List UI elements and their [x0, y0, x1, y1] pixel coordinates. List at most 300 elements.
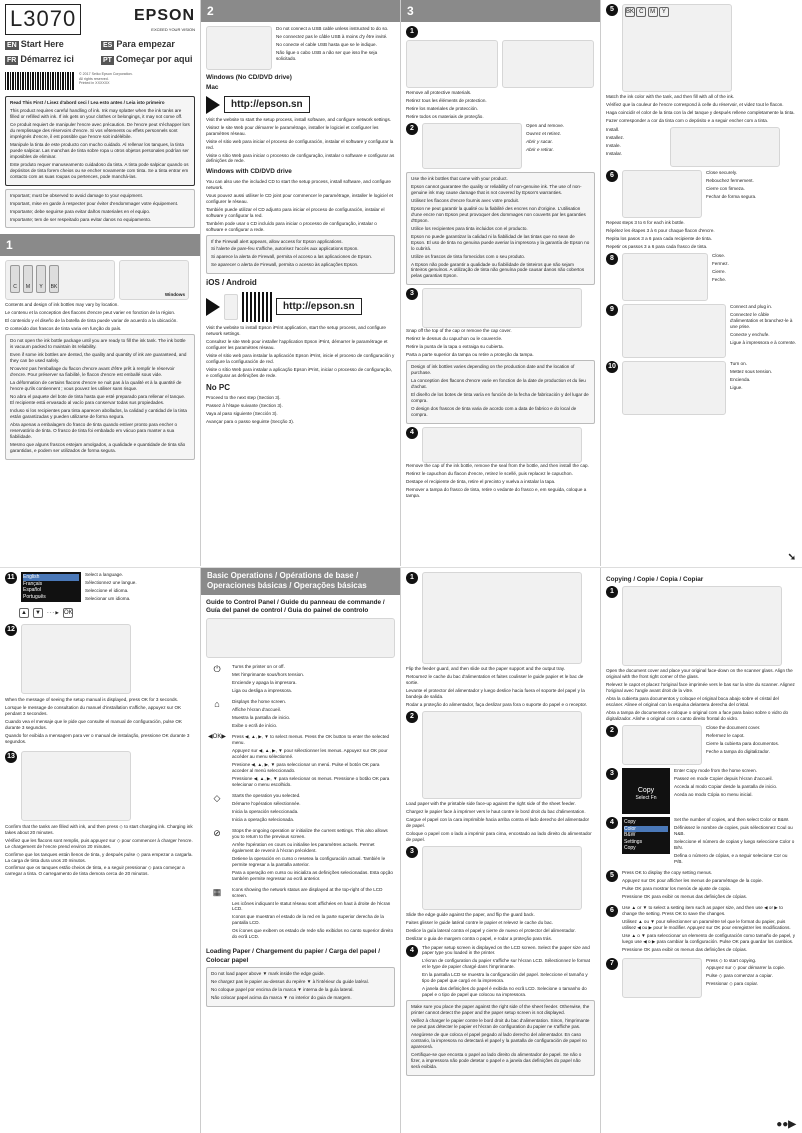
column-setup — [200, 0, 400, 566]
copyright-line: © 2017 Seiko Epson Corporation. — [79, 71, 133, 76]
confirm-text: Vérifiez que les flacons sont remplis, puis appuyez sur ◇ pour commencer à charger l'encre. Le chargement de l'encre prend environ 20 minutes. — [5, 837, 193, 849]
ios-text: Consultez le site Web pour installer l'application Epson iPrint, démarrer le paramétrage et configurer les paramètres réseau. — [206, 338, 388, 350]
lang-text: Sélectionnez une langue. — [85, 579, 137, 585]
legend-text: Liga ou desliga a impressora. — [232, 688, 293, 694]
legend-row — [206, 828, 395, 884]
control-panel-legend — [206, 664, 395, 942]
turnon-text: Turn on. — [730, 360, 747, 366]
close-text: Refermez le capot. — [706, 733, 745, 739]
firewall-text: Si l'alerte de pare-feu s'affiche, autorisez l'accès aux applications Epson. — [211, 246, 359, 252]
note-text: Design of ink bottles varies depending on the production date and the location of purchase. — [411, 364, 575, 376]
important-text: Important; must be observed to avoid damage to your equipment. — [10, 192, 144, 198]
turnon-text: Mettez sous tension. — [730, 368, 773, 374]
ios-url-link[interactable]: http://epson.sn — [276, 298, 362, 315]
repeat-text: Répétez les étapes 3 à 6 pour chaque flacon d'encre. — [606, 227, 715, 233]
important-text: Importante; debe seguirse para evitar daños materiales en el equipo. — [10, 208, 151, 214]
slide-text: Slide the edge guide against the paper, and flip the guard back. — [406, 911, 535, 917]
close-tank-illustration — [622, 170, 702, 218]
note-text: Asegúrese de que coloca el papel pegado al lado derecho del alimentador. En caso contrario, la impresora no detectará el papel y la pantalla de configuración de papel no aparecerá. — [411, 1032, 587, 1050]
setup-text: Visit the website to start the setup process, install software, and configure network settings. — [206, 116, 392, 122]
step-number: 3 — [406, 846, 418, 858]
ink-tank-unit-illustration — [422, 123, 522, 169]
no-pc-title: No PC — [206, 382, 230, 392]
step-number: 5 — [606, 4, 618, 16]
step-number: 1 — [406, 572, 418, 584]
load-text: Chargez le papier face à imprimer vers le haut contre le bord droit du bac d'alimentation. — [406, 808, 586, 814]
legend-row — [206, 887, 395, 943]
message-text: When the message of seeing the setup manual is displayed, press OK for 3 seconds. — [5, 696, 179, 702]
legend-text: Arrête l'opération en cours ou initialise les paramètres actuels. Permet également de revenir à l'écran précédent. — [232, 841, 375, 853]
open-text: Abrir e retirar. — [526, 146, 554, 152]
home-icon: ⌂ — [214, 699, 220, 710]
ink-color-label: Y — [659, 7, 669, 17]
cd-text: También puede utilizar el CD adjunto para iniciar el proceso de configuración, instalar el software y configurar la red. — [206, 206, 385, 218]
confirm-text: Confirm that the tanks are filled with ink, and then press ◇ to start charging ink. Charging ink takes about 20 minutes. — [5, 823, 193, 835]
start-button-illustration — [21, 751, 131, 821]
step-number: 3 — [606, 768, 618, 780]
install-text: Instale. — [606, 142, 621, 148]
press-ok-text: Pressione OK para exibir os menus das definições de cópias. — [622, 893, 748, 899]
contents-text: El contenido y el diseño de la botella de tinta puede variar de acuerdo a la ubicación. — [5, 318, 178, 324]
lang-fr: FR Démarrez ici — [7, 54, 74, 65]
intro-text: Ce produit requiert de manipuler l'encre avec précaution. De l'encre peut s'échapper lors du remplissage des réservoirs d'encre. Si vos vêtements ou effets personnels sont imprégnés d'encre, il est possible que l'encre soit indélébile. — [10, 121, 190, 139]
windows-cd-title: Windows with CD/DVD drive — [206, 168, 292, 176]
open-text: Relevez le capot et placez l'original face imprimée vers le bas sur la vitre du scanner. Alignez l'original avec l'angle avant droit de la vitre. — [606, 682, 795, 694]
close-text: Close the document cover. — [706, 725, 761, 731]
paper-right-side-note — [406, 1000, 595, 1076]
continue-arrow-icon: ➘ — [787, 552, 796, 563]
load-text: Cargue el papel con la cara imprimible hacia arriba contra el lado derecho del alimentador de papel. — [406, 816, 590, 828]
bottle-design-note — [406, 360, 595, 424]
scanner-glass-illustration — [622, 586, 782, 666]
setup-text: A janela das definições do papel é exibida no ecrã LCD. Selecione o tamanho do papel e o tipo de papel que colocou na impressora. — [422, 986, 587, 998]
slide-text: Faites glisser le guide latéral contre le papier et relevez le cache du bac. — [406, 919, 554, 925]
no-pc-text: Vaya al paso siguiente (Sección 3). — [206, 410, 278, 416]
open-text: Abra a tampa de documentos e coloque o original com a face para baixo sobre o vidro do digitalizador. Alinhe o original com o canto direito frontal do vidro. — [606, 710, 789, 722]
no-pc-text: Passez à l'étape suivante (Section 3). — [206, 402, 283, 408]
legend-text: Exibe o ecrã de início. — [232, 723, 278, 729]
open-text: Ouvrez et retirez. — [526, 130, 562, 136]
mac-title: Mac — [206, 84, 219, 92]
note-text: La déformation de certains flacons d'encre ne nuit pas à la qualité et à la quantité de l'encre qu'ils contiennent ; vous pouvez les utiliser sans risque. — [10, 380, 182, 392]
intro-text: This product requires careful handling of ink. Ink may splatter when the ink tanks are filled or refilled with ink. If ink gets on your clothes or belongings, it may not come off. — [10, 107, 183, 119]
cd-text: You can also use the included CD to start the setup process, install software, and configure network. — [206, 178, 391, 190]
setup-text: Visitez le site Web pour démarrer le paramétrage, installer le logiciel et configurer les paramètres réseau. — [206, 124, 379, 136]
remove-text: Remove all protective materials. — [406, 90, 472, 95]
set-text: Defina o número de cópias, e a seguir selecione Cor ou P/B. — [674, 852, 788, 864]
note-text: La conception des flacons d'encre varie en fonction de la date de production et du lieu d'achat. — [411, 378, 586, 390]
setup-text: The paper setup screen is displayed on the LCD screen. Select the paper size and paper type you loaded in the printer. — [422, 944, 590, 956]
read-first-box — [5, 96, 195, 186]
ink-color-label: BK — [626, 9, 635, 15]
note-text: Epson ne peut garantir la qualité ou la fiabilité des encres non d'origine. L'utilisation d'une encre non Epson peut provoquer des dommages non couverts par les garanties d'Epson. — [411, 205, 586, 223]
bottom-sheet — [0, 567, 802, 1133]
press-ok-text: Press OK to display the copy setting menus. — [622, 869, 713, 875]
barcode — [5, 72, 75, 90]
connect-text: Connect and plug in. — [730, 303, 773, 309]
install-text: Install. — [606, 126, 620, 132]
windows-no-cd-title: Windows (No CD/DVD drive) — [206, 74, 292, 81]
column-basic-ops — [200, 568, 400, 1133]
remove-text: Retire todos os materiais de proteção. — [406, 113, 484, 119]
message-text: Lorsque le message de consultation du manuel d'installation s'affiche, appuyez sur OK pendant 3 secondes. — [5, 704, 182, 716]
arrow-icon: - - - ▶ — [47, 609, 59, 615]
legend-text: Enciende y apaga la impresora. — [232, 680, 297, 686]
step-number: 13 — [5, 751, 17, 763]
lcd-label: Copy — [637, 787, 655, 795]
repeat-text: Repetir os passos 3 a 6 para cada frasco de tinta. — [606, 243, 708, 249]
note-text: Use the ink bottles that came with your product. — [411, 175, 508, 181]
press-ok-text: Pulse OK para mostrar los menús de ajuste de copia. — [622, 885, 731, 891]
start-text: Pulse ◇ para comenzar a copiar. — [706, 973, 773, 979]
usb-note: Ne connectez pas le câble USB à moins d'y être invité. — [276, 33, 388, 39]
close-text: Feche a tampa do digitalizador. — [706, 748, 770, 754]
legend-text: Appuyez sur ◀, ▲, ▶, ▼ pour sélectionner les menus. Appuyez sur OK pour accéder au menu sélectionné. — [232, 748, 388, 760]
ink-color-label: C — [636, 7, 646, 17]
legend-text: Press ◀, ▲, ▶, ▼ to select menus. Press the OK button to enter the selected menu. — [232, 734, 390, 746]
control-panel-diagram — [206, 618, 395, 658]
step-number: 1 — [406, 26, 418, 38]
genuine-ink-note — [406, 172, 595, 286]
loading-note — [206, 967, 395, 1007]
connect-text: Ligue à impressora e à corrente. — [730, 339, 797, 345]
lang-en: EN Start Here — [7, 38, 64, 49]
start-text: Press ◇ to start copying. — [706, 957, 757, 963]
arrow-keys-icon: ◀OK▶ — [208, 734, 226, 741]
copy-settings-lcd: Copy Color B&W Settings Copy — [622, 817, 670, 854]
cap-illustration — [422, 288, 582, 328]
control-panel-illustration — [21, 624, 131, 694]
close-text: Cierre con firmeza. — [706, 185, 745, 191]
intro-text: Manipule la tinta de este producto con mucho cuidado. Al rellenar los tanques, la tinta puede salpicar. Las manchas de tinta sobre ropa u otros objetos personales podrían ser imposibles de eliminar. — [10, 141, 189, 159]
close-text: Cierre la cubierta para documentos. — [706, 741, 780, 747]
remove-text: Retirez tous les éléments de protection. — [406, 97, 487, 103]
more-pages-icon: ●●▶ — [776, 1119, 796, 1130]
legend-text: Inicia a operação selecionada. — [232, 816, 295, 822]
legend-text: Presione ◀, ▲, ▶, ▼ para seleccionar un menú. Pulse el botón OK para acceder al menú seleccionado. — [232, 762, 380, 774]
step-number: 5 — [606, 870, 618, 882]
important-box — [5, 189, 195, 229]
qr-code-icon — [242, 292, 272, 322]
connect-text: Connectez le câble d'alimentation et branchez-le à une prise. — [730, 311, 793, 329]
remove-cap-text: Remove the cap of the ink bottle, remove the seal from the bottle, and then install the cap. — [406, 463, 589, 469]
load-paper-illustration — [422, 711, 582, 799]
open-text: Abrir y sacar. — [526, 138, 553, 144]
close-text: Close. — [712, 252, 726, 258]
ink-color-label: M — [648, 7, 658, 17]
setup-text: En la pantalla LCD se muestra la configuración del papel. Seleccione el tamaño y tipo de papel que cargó en la impresora. — [422, 972, 588, 984]
brand-logo: EPSON — [133, 7, 195, 25]
loading-paper-title: Loading Paper / Chargement du papier / Carga del papel / Colocar papel — [206, 948, 381, 964]
copy-mode-lcd — [622, 768, 670, 814]
step-number: 4 — [606, 817, 618, 829]
ink-bottles-illustration: C M Y BK — [5, 260, 115, 300]
start-copy-illustration — [622, 958, 702, 998]
open-text: Abra la cubierta para documentos y coloque el original boca abajo sobre el cristal del escáner. Alinee el original con la esquina delantera derecha del cristal. — [606, 696, 779, 708]
step-number: 6 — [606, 905, 618, 917]
load-text: Load paper with the printable side face-up against the right side of the sheet feeder. — [406, 800, 576, 806]
legend-text: Para a operação em curso ou inicializa as definições selecionadas. Esta opção também permite regressar ao ecrã anterior. — [232, 869, 393, 881]
lang-text: Selecionar um idioma. — [85, 595, 131, 601]
note-text: Abra apenas a embalagem do frasco de tinta quando estiver pronto para encher o reservatório de tinta. O frasco de tinta foi embalado em vácuo para manter a sua fiabilidade. — [10, 421, 178, 439]
note-text: Ne chargez pas le papier au-dessus du repère ▼ à l'intérieur du guide latéral. — [211, 978, 369, 984]
legend-text: Pressione ◀, ▲, ▶, ▼ para selecionar os menus. Pressione o botão OK para selecionar o menu escolhido. — [232, 776, 390, 787]
control-panel-guide-title: Guide to Control Panel / Guide du panneau de commande / Guía del panel de control / Guia do painel de controlo — [206, 598, 385, 615]
legend-text: Les icônes indiquant le statut réseau sont affichées en haut à droite de l'écran LCD. — [232, 900, 391, 912]
repeat-text: Repeat steps 3 to 6 for each ink bottle. — [606, 219, 685, 225]
setup-text: L'écran de configuration du papier s'affiche sur l'écran LCD. Sélectionnez le format et le type de papier chargé dans l'imprimante. — [422, 958, 591, 970]
legend-text: Affiche l'écran d'accueil. — [232, 707, 281, 713]
up-key-icon: ▲ — [19, 608, 29, 618]
match-text: Vérifiez que la couleur de l'encre correspond à celle du réservoir, et videz tout le flacon. — [606, 101, 784, 107]
note-text: Do not load paper above ▼ mark inside the edge guide. — [211, 970, 325, 976]
lang-text: Select a language. — [85, 572, 124, 577]
confirm-text: Confirmar que os tanques estão cheios de tinta, e a seguir pressionar ◇ para começar a carregar a tinta. O carregamento de tinta demora cerca de 20 minutos. — [5, 865, 185, 877]
install-cap-illustration — [670, 127, 780, 167]
slide-text: Deslice la guía lateral contra el papel y cierre de nuevo el protector del alimentador. — [406, 927, 576, 933]
legend-text: Displays the home screen. — [232, 699, 287, 705]
column-intro — [0, 0, 200, 566]
use-text: Pressione OK para exibir os menus das definições de cópias. — [622, 946, 748, 952]
down-key-icon: ▼ — [33, 608, 43, 618]
press-ok-text: Appuyez sur OK pour afficher les menus de paramétrage de la copie. — [622, 877, 763, 883]
use-text: Use ▲ or ▼ to select a setting item such as paper size, and then use ◀ or ▶ to change the setting. Press OK to save the changes. — [622, 904, 783, 916]
setup-url-link[interactable]: http://epson.sn — [224, 96, 310, 113]
contents-text: Contents and design of ink bottles may vary by location. — [5, 302, 119, 308]
match-text: Haga coincidir el color de la tinta con la del tanque y después rellene completamente la tinta. — [606, 109, 795, 115]
legend-text: Turns the printer on or off. — [232, 664, 285, 670]
network-status-icon: ▦ — [212, 886, 222, 897]
column-initial-setup — [0, 568, 200, 1133]
note-text: Certifique-se que encosta o papel ao lado direito do alimentador de papel. Se não o fizer, a impressora não pode detetar o papel e a janela das definições do papel não será exibida. — [411, 1052, 582, 1069]
step-number: 7 — [606, 958, 618, 970]
start-text: Appuyez sur ◇ pour démarrer la copie. — [706, 965, 786, 971]
printer-protective-illustration — [406, 40, 498, 88]
power-cable-illustration — [622, 304, 726, 358]
column-ink-fill — [600, 0, 802, 566]
legend-text: Inicia la operación seleccionada. — [232, 808, 299, 814]
note-text: El diseño de los botes de tinta varía en función de la fecha de fabricación y del lugar de compra. — [411, 392, 589, 404]
note-text: O design dos frascos de tinta varia de acordo com a data de fabrico e do local de compra. — [411, 406, 577, 418]
stop-icon: ⊘ — [213, 827, 221, 838]
enter-text: Aceda ao modo Cópia no menu inicial. — [674, 791, 753, 797]
enter-text: Acceda al modo Copiar desde la pantalla de inicio. — [674, 784, 778, 790]
close-text: Fermez. — [712, 260, 729, 266]
use-text: Utilisez ▲ ou ▼ pour sélectionner un paramètre tel que le format du papier, puis utilisez ◀ ou ▶ pour le modifier. Appuyez sur OK pour enregistrer les modifications. — [622, 918, 791, 930]
ink-tank-fill-illustration — [622, 4, 732, 92]
close-text: Feche. — [712, 276, 727, 282]
close-text: Rebouchez fermement. — [706, 177, 754, 183]
lang-text: Seleccione el idioma. — [85, 587, 129, 593]
ios-text: Visit the website to install Epson iPrint application, start the setup process, and configure network settings. — [206, 324, 386, 336]
ios-text: Visite el sitio web para instalar la aplicación Epson iPrint, inicie el proceso de configuración y configure la configuración de red. — [206, 352, 395, 364]
no-pc-text: Avançar para o passo seguinte (Secção 3). — [206, 418, 295, 424]
lang-es: ES Para empezar — [103, 38, 175, 49]
column-copying — [600, 568, 802, 1133]
set-text: Seleccione el número de copias y luego seleccione Color o B/N. — [674, 838, 795, 850]
note-text: No coloque papel por encima de la marca ▼ interna de la guía lateral. — [211, 986, 354, 992]
usb-illustration — [206, 26, 272, 70]
start-icon: ◇ — [213, 792, 221, 803]
edge-guide-illustration — [422, 846, 582, 910]
contents-text: Le contenu et la conception des flacons d'encre peut varier en fonction de la région. — [5, 310, 176, 316]
note-text: Utilize os frascos de tinta fornecidos com o seu produto. — [411, 253, 526, 259]
legend-text: Met l'imprimante sous/hors tension. — [232, 672, 305, 678]
document-cover-illustration — [622, 725, 702, 765]
remove-text: Retire los materiales de protección. — [406, 105, 479, 111]
copyright-line: All rights reserved. — [79, 76, 109, 81]
snap-text: Snap off the top of the cap or remove the cap cover. — [406, 328, 512, 334]
install-text: Instalar. — [606, 150, 623, 156]
confirm-text: Confirme que los tanques están llenos de tinta, y después pulse ◇ para empezar a cargarla. La carga de tinta dura unos 20 minutos. — [5, 851, 193, 863]
note-text: No abra el paquete del bote de tinta hasta que esté preparado para rellenar el tanque. El recipiente está envasado al vacío para conservar todas sus propiedades. — [10, 394, 186, 406]
enter-text: Enter Copy mode from the home screen. — [674, 768, 757, 774]
snap-text: Retire la punta de la tapa o extraiga su cubierta. — [406, 344, 504, 350]
flip-text: Retournez le cache du bac d'alimentation et faites coulisser le guide papier et le bac de sortie. — [406, 673, 584, 685]
use-text: Use ▲ o ▼ para seleccionar un elemento de configuración como tamaño de papel, y luego use ◀ o ▶ para cambiar la configuración. Pulse OK para guardar los cambios. — [622, 932, 796, 944]
step-number: 1 — [606, 586, 618, 598]
match-text: Match the ink color with the tank, and then fill with all of the ink. — [606, 94, 735, 99]
turnon-text: Encienda. — [730, 376, 751, 382]
arrow-icon — [206, 96, 220, 114]
ios-android-title: iOS / Android — [206, 278, 257, 288]
legend-row — [206, 793, 395, 825]
note-text: Mesmo que alguns frascos estejam amolgados, a qualidade e quantidade de tinta são garantidas, e podem ser utilizados de forma segura. — [10, 441, 186, 453]
note-text: Utilisez les flacons d'encre fournis avec votre produit. — [411, 197, 520, 203]
setup-text: Visite el sitio web para iniciar el proceso de configuración, instalar el software y configurar la red. — [206, 138, 394, 150]
lcd-label: Select Fn — [635, 795, 657, 802]
load-text: Coloque o papel com o lado a imprimir para cima, encostado ao lado direito do alimentador de papel. — [406, 830, 592, 842]
ok-key-icon: OK — [63, 609, 73, 616]
legend-text: Iconos que muestran el estado de la red en la parte superior derecha de la pantalla LCD. — [232, 914, 384, 926]
arrow-icon — [206, 298, 220, 316]
set-text: Set the number of copies, and then select Color or B&W. — [674, 817, 790, 823]
match-text: Fazer corresponder a cor da tinta com o depósito e a seguir encher com a tinta. — [606, 117, 769, 123]
step-number: 6 — [606, 170, 618, 182]
remove-cap-text: Remover a tampa do frasco de tinta, retire o vedante do frasco e, em seguida, coloque a tampa. — [406, 486, 587, 498]
note-text: A Epson não pode garantir a qualidade ou fiabilidade de tinteiros que não sejam tinteiros genuínos. A utilização de tinta não genuína pode causar danos não cobertos pelas garantias Epson. — [411, 261, 585, 279]
step-number: 10 — [606, 361, 618, 373]
step-number: 12 — [5, 624, 17, 636]
usb-note: Do not connect a USB cable unless instructed to do so. — [276, 26, 389, 31]
ink-bottle-note — [5, 334, 195, 459]
note-text: Não colocar papel acima da marca ▼ no interior do guia de margem. — [211, 994, 352, 1000]
step-number: 3 — [406, 288, 418, 300]
snap-text: Retirez le dessus du capuchon ou le couvercle. — [406, 336, 503, 342]
note-text: Make sure you place the paper against the right side of the sheet feeder. Otherwise, the printer cannot detect the paper and the paper setup screen is not displayed. — [411, 1004, 590, 1016]
flip-text: Rodar a proteção do alimentador, faça deslizar para fora o suporte do papel e o receptor. — [406, 701, 588, 707]
firewall-note — [206, 235, 395, 275]
note-text: Epson no puede garantizar la calidad ni la fiabilidad de las tintas que no sean de Epson. El uso de tinta no genuina puede averiar la impresora y la garantía de Epson no lo cubrirá. — [411, 233, 590, 251]
legend-row — [206, 734, 395, 790]
snap-text: Parta a parte superior da tampa ou retire a proteção da tampa. — [406, 352, 534, 358]
feeder-guard-illustration — [422, 572, 582, 664]
step-number: 2 — [606, 725, 618, 737]
set-text: Définissez le nombre de copies, puis sélectionnez Coul ou N&B. — [674, 825, 793, 837]
legend-text: Stops the ongoing operation or initialize the current settings. This also allows you to return to the previous screen. — [232, 827, 388, 839]
note-text: Utilice los recipientes para tinta incluidos con el producto. — [411, 225, 528, 231]
flip-text: Levante el protector del alimentador y luego deslice hacia fuera el soporte del papel y la bandeja de salida. — [406, 687, 585, 699]
intro-text: Este produto requer manuseamento cuidadoso da tinta. A tinta pode salpicar quando os depósitos de tinta forem cheios ou se encher novamente com tinta. Se a tinta entrar em contacto com as suas roupas ou pertences, pode manchá-las. — [10, 161, 189, 179]
step-number: 9 — [606, 304, 618, 316]
legend-text: Icons showing the network status are displayed at the top-right of the LCD screen. — [232, 886, 383, 898]
close-text: Close securely. — [706, 169, 738, 175]
important-text: Importante; tem de ser respeitado para evitar danos no equipamento. — [10, 216, 152, 222]
message-text: Quando for exibida a mensagem para ver o manual de instalação, pressione OK durante 3 segundos. — [5, 732, 190, 744]
note-text: Veillez à charger le papier contre le bord droit du bac d'alimentation. Sinon, l'imprimante ne peut pas détecter le papier et l'écran de configuration du papier ne s'affiche pas. — [411, 1018, 590, 1030]
enter-text: Passez en mode Copier depuis l'écran d'accueil. — [674, 776, 773, 782]
usb-note: No conecte el cable USB hasta que se le indique. — [276, 41, 377, 47]
open-text: Open and remove. — [526, 122, 565, 128]
firewall-text: Se aparecer o alerta de Firewall, permita o acesso às aplicações Epson. — [211, 262, 359, 268]
turnon-text: Ligue. — [730, 384, 743, 390]
repeat-text: Repita los pasos 3 a 6 para cada recipiente de tinta. — [606, 235, 712, 241]
note-text: Do not open the ink bottle package until you are ready to fill the ink tank. The ink bottle is vacuum packed to maintain its reliability. — [10, 338, 186, 350]
step-number: 11 — [5, 572, 17, 584]
cd-text: Vous pouvez aussi utiliser le CD joint pour commencer le paramétrage, installer le logiciel et configurer le réseau. — [206, 192, 393, 204]
column-loading-paper — [400, 568, 600, 1133]
lang-pt: PT Começar por aqui — [103, 54, 193, 65]
legend-text: Os ícones que exibem os estado de rede são exibidos no canto superior direito do ecrã LCD. — [232, 928, 394, 940]
note-text: Even if some ink bottles are dented, the quality and quantity of ink are guaranteed, and they can be used safely. — [10, 352, 187, 364]
model-logo: L3070 — [5, 4, 81, 35]
cd-windows-illustration — [119, 260, 189, 300]
legend-row — [206, 664, 395, 696]
legend-text: Starts the operation you selected. — [232, 792, 301, 798]
step-number: 8 — [606, 253, 618, 265]
ios-text: Visite o sítio Web para instalar a aplicação Epson iPrint, iniciar o processo de configuração, e configurar as definições de rede. — [206, 366, 392, 378]
power-icon: ⏻ — [213, 664, 221, 675]
section-2-bar: 2 — [201, 0, 400, 22]
brand-tagline: EXCEED YOUR VISION — [151, 27, 195, 33]
open-text: Open the document cover and place your original face-down on the scanner glass. Align the original with the front right corner of the glass. — [606, 668, 793, 680]
column-ink-prep — [400, 0, 600, 566]
power-button-illustration — [622, 361, 726, 415]
connect-text: Conecte y enchufe. — [730, 331, 770, 337]
step-number: 4 — [406, 945, 418, 957]
install-text: Installez. — [606, 134, 625, 140]
close-text: Cierre. — [712, 268, 726, 274]
step-number: 2 — [406, 711, 418, 723]
message-text: Cuando vea el mensaje que le pide que consulte el manual de configuración, pulse OK durante 3 segundos. — [5, 718, 182, 730]
section-1-bar: 1 — [0, 234, 200, 256]
no-pc-text: Proceed to the next step (Section 3). — [206, 394, 281, 400]
important-text: Important, mise en garde à respecter pour éviter d'endommager votre équipement. — [10, 200, 179, 206]
windows-label: Windows — [164, 291, 185, 297]
phone-icon — [224, 294, 238, 320]
contents-text: O conteúdo dos frascos de tinta varia em função do país. — [5, 326, 122, 332]
legend-text: Démarre l'opération sélectionnée. — [232, 800, 301, 806]
read-first-title: Read This First / Lisez d'abord ceci / Lea esto antes / Leia isto primeiro — [10, 99, 165, 105]
legend-text: Muestra la pantalla de inicio. — [232, 715, 291, 721]
setup-text: Visite o sítio Web para iniciar o processo de configuração, instalar o software e configurar as definições de rede. — [206, 152, 395, 164]
note-text: Epson cannot guarantee the quality or reliability of non-genuine ink. The use of non-genuine ink may cause damage that is not covered by Epson's warranties. — [411, 183, 582, 195]
copyright-line: Printed in XXXXXX — [79, 81, 110, 86]
legend-text: Detiene la operación en curso o resetea la configuración actual. También le permite regresar a la pantalla anterior. — [232, 855, 386, 867]
firewall-text: Si aparece la alerta de Firewall, permita el acceso a las aplicaciones de Epson. — [211, 254, 373, 260]
cd-text: Também pode usar o CD incluído para iniciar o processo de configuração, instalar o software e configurar a rede. — [206, 220, 377, 232]
copying-title: Copying / Copie / Copia / Copiar — [606, 576, 704, 583]
firewall-text: If the Firewall alert appears, allow access for Epson applications. — [211, 238, 343, 244]
note-text: Incluso si los recipientes para tinta aparecen abollados, la calidad y cantidad de la tinta están garantizadas y pueden utilizarse de forma segura. — [10, 408, 187, 419]
step-number: 2 — [406, 123, 418, 135]
top-sheet — [0, 0, 802, 566]
usb-note: Não ligue o cabo USB a não ser que isso lhe seja solicitado. — [276, 49, 378, 61]
bottle-seal-illustration — [422, 427, 582, 463]
step-number: 4 — [406, 427, 418, 439]
close-text: Fechar de forma segura. — [706, 193, 757, 199]
basic-operations-title: Basic Operations / Opérations de base / Operaciones básicas / Operações básicas — [201, 568, 400, 595]
